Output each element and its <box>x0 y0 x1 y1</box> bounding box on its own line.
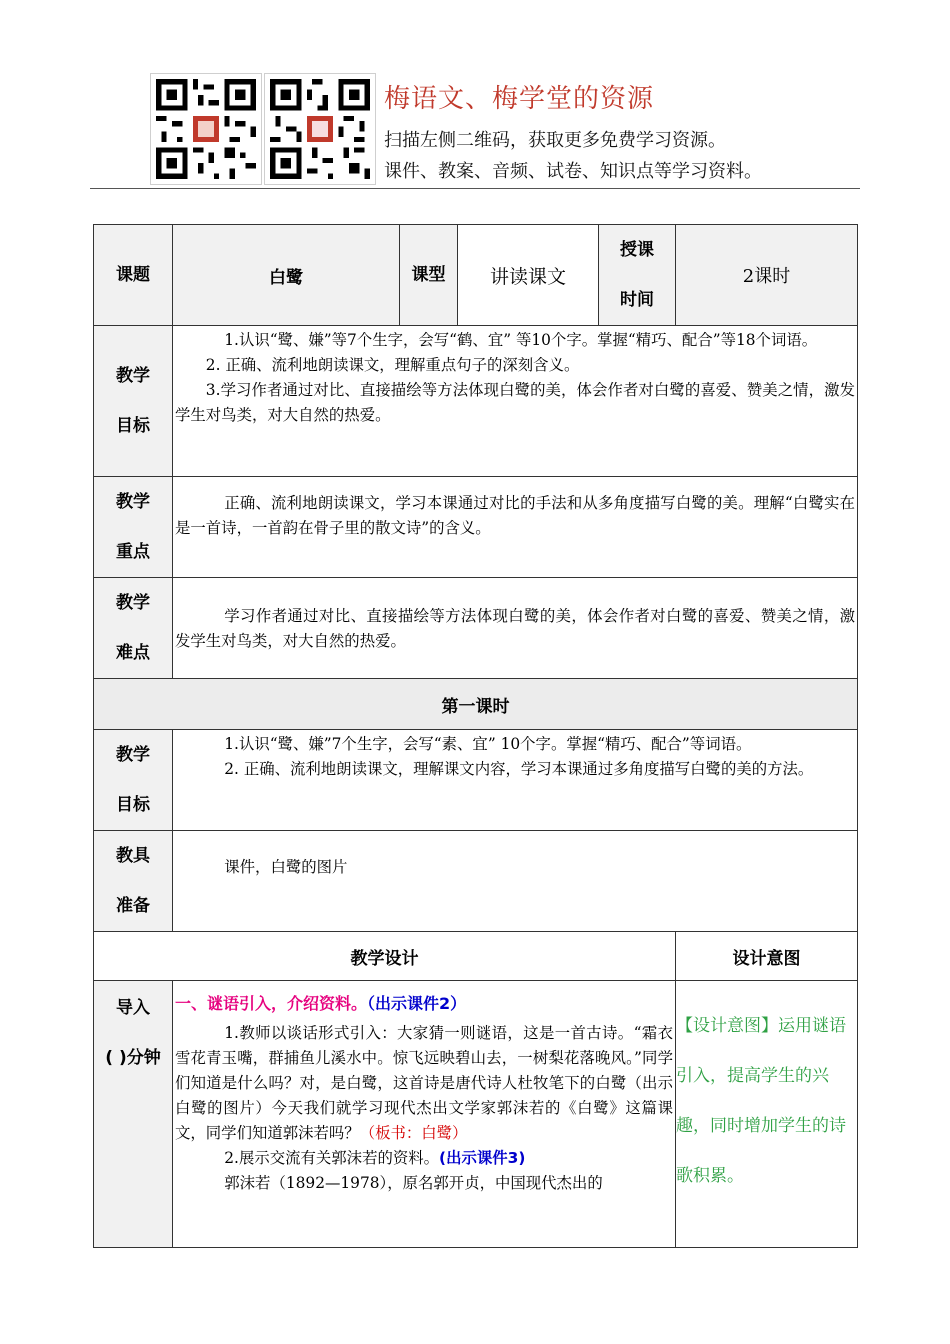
brand-tagline: 扫描左侧二维码，获取更多免费学习资源。 <box>384 130 726 151</box>
l1-goal-item: 2. 正确、流利地朗读课文，理解课文内容，学习本课通过多角度描写白鹭的美的方法。 <box>224 760 814 778</box>
step2-text: 2.展示交流有关郭沫若的资料。 <box>224 1149 440 1167</box>
header-divider <box>90 188 860 189</box>
step1-title: 一、谜语引入，介绍资料。 <box>175 994 368 1013</box>
intro-label-line: ( )分钟 <box>105 1048 161 1068</box>
type-value: 讲读课文 <box>458 225 599 326</box>
table-row <box>94 679 858 730</box>
time-value: 2课时 <box>676 225 858 326</box>
design-intent: 【设计意图】运用谜语引入，提高学生的兴趣，同时增加学生的诗歌积累。 <box>676 981 858 1248</box>
step3-body: 郭沫若（1892—1978），原名郭开贞，中国现代杰出的 <box>224 1174 603 1192</box>
lesson-plan-table <box>93 224 858 1248</box>
step2-courseware-ref: (出示课件3) <box>439 1149 526 1167</box>
goal-item: 2. 正确、流利地朗读课文，理解重点句子的深刻含义。 <box>205 356 580 374</box>
design-column-header: 教学设计 <box>94 932 676 981</box>
key-label-line: 教学 <box>116 492 150 512</box>
tools-label-line: 教具 <box>116 846 150 866</box>
table-row <box>94 981 858 1248</box>
diff-label-line: 教学 <box>116 593 150 613</box>
step1-courseware-ref: （出示课件2） <box>367 994 467 1013</box>
table-row <box>94 225 858 326</box>
brand-resources: 课件、教案、音频、试卷、知识点等学习资料。 <box>384 161 762 182</box>
intro-label-line: 导入 <box>116 998 150 1018</box>
key-points-label <box>94 477 173 578</box>
goals-label-line: 教学 <box>116 366 150 386</box>
step2-body <box>175 1146 673 1171</box>
goals-label <box>94 326 173 477</box>
step1-body <box>175 1021 673 1146</box>
table-row <box>94 831 858 932</box>
brand-title: 梅语文、梅学堂的资源 <box>384 84 655 114</box>
table-row <box>94 730 858 831</box>
table-row <box>94 477 858 578</box>
intent-column-header: 设计意图 <box>676 932 858 981</box>
diff-label-line: 难点 <box>116 643 150 663</box>
difficulty-label <box>94 578 173 679</box>
tools-text: 课件，白鹭的图片 <box>224 858 348 876</box>
l1-goals-label-line: 教学 <box>116 745 150 765</box>
tools-label <box>94 831 173 932</box>
l1-goal-item: 1.认识“鹭、嫌”7个生字，会写“素、宜” 10个字。掌握“精巧、配合”等词语。 <box>224 735 752 753</box>
tools-label-line: 准备 <box>116 896 150 916</box>
step1-text: 1.教师以谈话形式引入：大家猜一则谜语，这是一首古诗。“霜衣雪花青玉嘴，群捕鱼儿溪水中。惊飞远映碧山去，一树梨花落晚风。”同学们知道是什么吗？对，是白鹭，这首诗是唐代诗人杜牧笔下的白鹭（出示白鹭的图片）今天我们就学习现代杰出文学家郭沫若的《白鹭》这篇课文，同学们知道郭沫若吗？ <box>175 1024 673 1142</box>
intro-content <box>173 981 676 1248</box>
goal-item: 1.认识“鹭、嫌”等7个生字，会写“鹤、宜” 等10个字。掌握“精巧、配合”等18个词语。 <box>224 331 818 349</box>
lesson1-goals-label <box>94 730 173 831</box>
l1-goals-label-line: 目标 <box>116 795 150 815</box>
table-row <box>94 932 858 981</box>
tools-content <box>173 831 858 932</box>
step1-heading <box>175 991 673 1017</box>
time-label-line: 授课 <box>620 240 654 260</box>
difficulty-content <box>173 578 858 679</box>
time-label <box>599 225 676 326</box>
goal-item: 3.学习作者通过对比、直接描绘等方法体现白鹭的美，体会作者对白鹭的喜爱、赞美之情，激发学生对鸟类，对大自然的热爱。 <box>175 381 855 424</box>
topic-value: 白鹭 <box>173 225 400 326</box>
key-points-text: 正确、流利地朗读课文，学习本课通过对比的手法和从多角度描写白鹭的美。理解“白鹭实在是一首诗，一首韵在骨子里的散文诗”的含义。 <box>175 494 855 537</box>
table-row <box>94 578 858 679</box>
step1-board-note: （板书：白鹭） <box>359 1124 468 1142</box>
table-row <box>94 326 858 477</box>
difficulty-text: 学习作者通过对比、直接描绘等方法体现白鹭的美，体会作者对白鹭的喜爱、赞美之情，激发学生对鸟类，对大自然的热爱。 <box>175 607 855 650</box>
type-label: 课型 <box>400 225 458 326</box>
goals-content <box>173 326 858 477</box>
key-points-content <box>173 477 858 578</box>
key-label-line: 重点 <box>116 542 150 562</box>
qr-code-icon <box>150 73 262 185</box>
time-label-line: 时间 <box>620 290 654 310</box>
qr-code-icon <box>264 73 376 185</box>
lesson1-goals-content <box>173 730 858 831</box>
section-title: 第一课时 <box>94 679 858 730</box>
intro-label <box>94 981 173 1248</box>
topic-label: 课题 <box>94 225 173 326</box>
goals-label-line: 目标 <box>116 416 150 436</box>
